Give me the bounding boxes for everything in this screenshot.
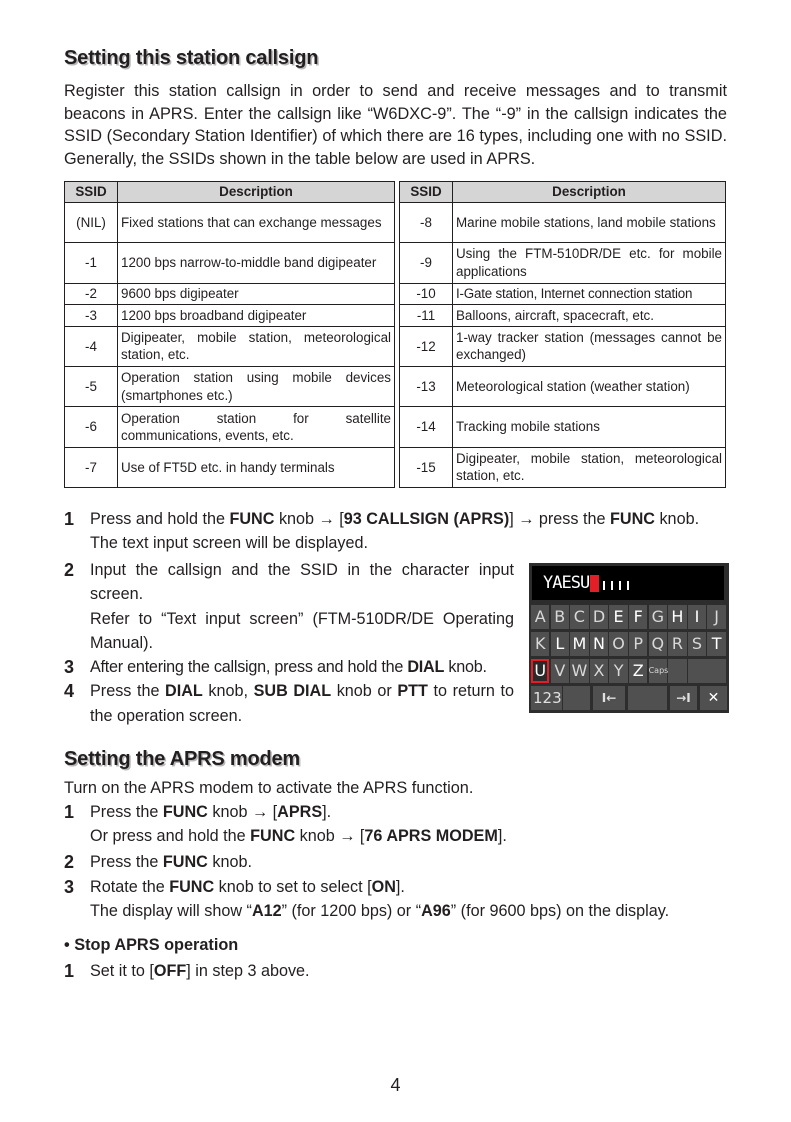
column-header-description: Description: [118, 182, 395, 203]
step-bold: PTT: [397, 682, 428, 701]
table-row: [400, 326, 726, 366]
key-k: K: [531, 632, 549, 656]
step-note: Refer to “Text input screen” (FTM-510DR/DE Operating Manual).: [90, 609, 514, 652]
step-text: knob.: [444, 658, 487, 677]
step-text: ” (for 9600 bps) on the display.: [450, 902, 670, 921]
key-b: B: [551, 605, 569, 629]
step-bold: A12: [251, 902, 282, 921]
keyboard-row-3: [531, 659, 727, 683]
table-row: [400, 407, 726, 447]
table-row: [65, 283, 395, 305]
step-2: [64, 850, 729, 874]
section-title-callsign: Setting this station callsign: [64, 47, 319, 69]
key-c: C: [570, 605, 588, 629]
keyboard-row-4: [531, 686, 727, 710]
step-bold: FUNC: [610, 510, 655, 528]
ssid-description: Using the FTM-510DR/DE etc. for mobile applications: [453, 243, 726, 283]
step-number: 1: [64, 509, 75, 529]
step-text: Press the: [90, 682, 166, 701]
key-o: O: [609, 632, 627, 656]
column-header-description: Description: [453, 182, 726, 203]
ssid-code: -10: [400, 283, 453, 305]
key-h: H: [668, 605, 686, 629]
key-r: R: [668, 632, 686, 656]
key-blank: [688, 659, 726, 683]
ssid-table-right: [399, 181, 726, 488]
step-bold: ON: [371, 877, 396, 896]
key-y: Y: [609, 659, 627, 683]
key-z: Z: [629, 659, 647, 683]
key-f: F: [629, 605, 647, 629]
step-text: Input the callsign and the SSID in the character input screen.: [90, 561, 514, 604]
step-text: knob.: [654, 510, 700, 528]
placeholder-tick-icon: [627, 581, 629, 590]
table-row: [65, 203, 395, 243]
step-bold: 93 CALLSIGN (APRS): [343, 510, 510, 528]
ssid-code: -7: [65, 447, 118, 487]
table-row: [400, 243, 726, 283]
ssid-code: -14: [400, 407, 453, 447]
step-number: 2: [64, 560, 75, 580]
column-header-ssid: SSID: [65, 182, 118, 203]
step-text: ].: [395, 877, 405, 896]
step-text: After entering the callsign, press and hold the: [90, 658, 408, 677]
key-d: D: [590, 605, 608, 629]
ssid-description: I-Gate station, Internet connection station: [453, 283, 726, 305]
key-blank: [563, 686, 590, 710]
column-header-ssid: SSID: [400, 182, 453, 203]
ssid-code: -12: [400, 326, 453, 366]
section2-intro: Turn on the APRS modem to activate the APRS function.: [64, 779, 474, 797]
step-text: knob to set to select [: [214, 877, 372, 896]
table-row: [65, 367, 395, 407]
key-v: V: [551, 659, 569, 683]
ssid-description: Marine mobile stations, land mobile stations: [453, 203, 726, 243]
step-text: ” (for 1200 bps) or “: [281, 902, 422, 921]
ssid-code: -11: [400, 305, 453, 327]
step-number: 2: [64, 851, 75, 872]
keyboard-row-1: [531, 605, 727, 629]
step-number: 4: [64, 681, 75, 702]
ssid-description: Digipeater, mobile station, meteorological station, etc.: [118, 326, 395, 366]
keyboard-row-2: [531, 632, 727, 656]
ssid-code: -8: [400, 203, 453, 243]
step-bold: A96: [421, 902, 451, 921]
ssid-description: Tracking mobile stations: [453, 407, 726, 447]
key-m: M: [570, 632, 588, 656]
key-caps: Caps: [649, 659, 667, 683]
step-text: Rotate the: [90, 877, 170, 896]
ssid-code: -3: [65, 305, 118, 327]
table-row: [400, 305, 726, 327]
step-2: [64, 558, 514, 655]
table-row: [400, 447, 726, 487]
cursor-left-icon: I←: [593, 686, 625, 710]
placeholder-tick-icon: [611, 581, 613, 590]
key-q: Q: [649, 632, 667, 656]
ssid-description: 1200 bps narrow-to-middle band digipeater: [118, 243, 395, 283]
step-bold: FUNC: [229, 510, 275, 528]
key-blank: [668, 659, 686, 683]
ssid-description: Operation station for satellite communications, events, etc.: [118, 407, 395, 447]
key-l: L: [551, 632, 569, 656]
step-text: ].: [322, 803, 332, 821]
key-a: A: [531, 605, 549, 629]
key-e: E: [609, 605, 627, 629]
step-text: Set it to [: [90, 962, 154, 980]
key-s: S: [688, 632, 706, 656]
step-bold: OFF: [153, 962, 187, 980]
step-bold: FUNC: [162, 803, 208, 821]
ssid-code: -2: [65, 283, 118, 305]
step-result: The text input screen will be displayed.: [90, 534, 369, 553]
placeholder-tick-icon: [619, 581, 621, 590]
step-text: knob or: [331, 682, 398, 701]
key-j: J: [707, 605, 725, 629]
ssid-description: 1200 bps broadband digipeater: [118, 305, 395, 327]
table-row: [65, 326, 395, 366]
step-bold: APRS: [277, 803, 323, 821]
table-row: [400, 367, 726, 407]
ssid-description: 1-way tracker station (messages cannot be exchanged): [453, 326, 726, 366]
step-text: knob.: [207, 852, 252, 871]
step-bold: FUNC: [250, 827, 296, 846]
step-text: Press and hold the: [90, 510, 230, 528]
step-4: [64, 679, 514, 728]
ssid-code: -1: [65, 243, 118, 283]
key-n: N: [590, 632, 608, 656]
stop-steps: [64, 959, 729, 983]
step-text: Or press and hold the: [90, 827, 251, 846]
step-note: [90, 899, 729, 923]
step-text: knob,: [202, 682, 254, 701]
step-number: 3: [64, 876, 75, 897]
page-number: 4: [390, 1075, 401, 1095]
key-p: P: [629, 632, 647, 656]
callsign-input-display: [532, 566, 724, 600]
step-text: knob → [: [207, 803, 278, 821]
table-row: [400, 203, 726, 243]
ssid-description: Digipeater, mobile station, meteorological station, etc.: [453, 447, 726, 487]
key-u-selected: U: [531, 659, 549, 683]
step-text: ].: [497, 827, 507, 846]
ssid-description: Operation station using mobile devices (smartphones etc.): [118, 367, 395, 407]
ssid-description: Balloons, aircraft, spacecraft, etc.: [453, 305, 726, 327]
table-row: [65, 243, 395, 283]
ssid-description: Use of FT5D etc. in handy terminals: [118, 447, 395, 487]
cursor-icon: [590, 575, 599, 592]
key-x: X: [590, 659, 608, 683]
step-text: Press the: [90, 852, 163, 871]
step-number: 3: [64, 657, 74, 678]
step-bold: 76 APRS MODEM: [364, 827, 498, 846]
step-text: to return to the operation screen.: [90, 682, 514, 725]
key-123: 123: [531, 686, 562, 710]
step-bold: SUB DIAL: [253, 682, 332, 701]
step-bold: DIAL: [165, 682, 203, 701]
input-text: YAESU: [543, 573, 590, 593]
table-row: [400, 283, 726, 305]
ssid-code: -5: [65, 367, 118, 407]
step-bold: FUNC: [162, 852, 208, 871]
cursor-right-icon: →I: [670, 686, 697, 710]
ssid-code: -13: [400, 367, 453, 407]
backspace-icon: ✕: [700, 686, 727, 710]
placeholder-tick-icon: [603, 581, 605, 590]
step-text: The display will show “: [90, 902, 252, 921]
key-i: I: [688, 605, 706, 629]
table-row: [65, 305, 395, 327]
ssid-code: -4: [65, 326, 118, 366]
step-text: ] → press the: [509, 510, 610, 528]
intro-paragraph: Register this station callsign in order to send and receive messages and to transmit beacons in APRS. Enter the callsign like “W6DXC-9”. The “-9” in the callsign indicates the SSID (Secondary Station Identifier) of which there are 16 types, including one with no SSID. Generally, the SSIDs shown in the table below are used in APRS.: [64, 82, 727, 168]
step-bold: DIAL: [407, 658, 445, 677]
callsign-steps-continued: [64, 558, 514, 728]
step-text: Press the: [90, 803, 163, 821]
step-3: [64, 875, 729, 924]
step-1: [64, 959, 729, 983]
step-1: [64, 800, 729, 849]
step-text: knob → [: [274, 510, 344, 528]
ssid-description: 9600 bps digipeater: [118, 283, 395, 305]
table-row: [65, 407, 395, 447]
table-row: [65, 447, 395, 487]
ssid-code: -6: [65, 407, 118, 447]
key-space: [628, 686, 667, 710]
ssid-description: Meteorological station (weather station): [453, 367, 726, 407]
step-number: 1: [64, 961, 75, 981]
key-w: W: [570, 659, 588, 683]
step-number: 1: [64, 802, 75, 822]
text-input-screen: [529, 563, 729, 713]
callsign-steps: [64, 507, 729, 556]
ssid-code: (NIL): [65, 203, 118, 243]
ssid-code: -9: [400, 243, 453, 283]
key-t: T: [707, 632, 725, 656]
step-1: [64, 507, 729, 556]
ssid-code: -15: [400, 447, 453, 487]
step-text: knob → [: [295, 827, 365, 846]
ssid-description: Fixed stations that can exchange messages: [118, 203, 395, 243]
step-3: [64, 655, 514, 679]
step-bold: FUNC: [169, 877, 215, 896]
ssid-table-left: [64, 181, 395, 488]
key-g: G: [649, 605, 667, 629]
aprs-modem-steps: [64, 800, 729, 923]
stop-aprs-heading: • Stop APRS operation: [64, 936, 239, 954]
section-title-aprs-modem: Setting the APRS modem: [64, 748, 300, 770]
step-text: ] in step 3 above.: [186, 962, 310, 980]
step-alternative: [90, 824, 729, 848]
